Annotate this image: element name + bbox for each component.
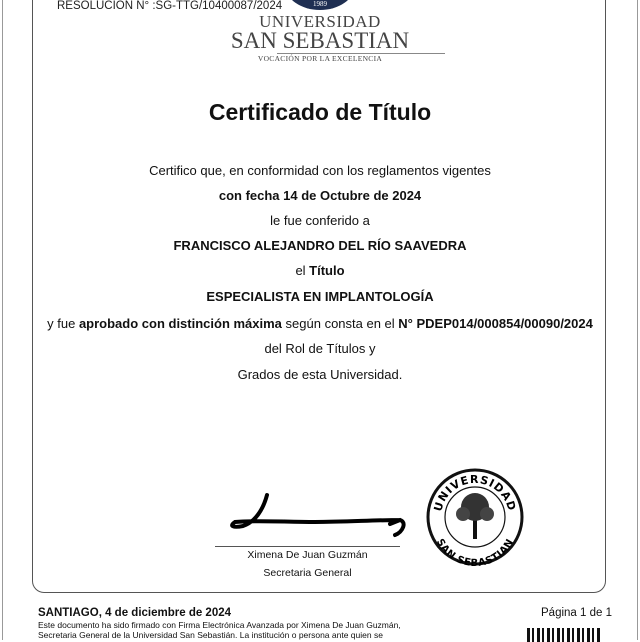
seal-text-bottom: SAN SEBASTIAN — [433, 537, 517, 570]
cert-line-1: Certifico que, en conformidad con los reglamentos vigentes — [149, 163, 491, 178]
text-bold: Título — [309, 263, 345, 278]
cert-line-3: le fue conferido a — [270, 213, 370, 228]
registry-number: N° PDEP014/000854/00090/2024 — [398, 316, 593, 331]
cert-date: con fecha 14 de Octubre de 2024 — [218, 188, 422, 203]
page-number: Página 1 de 1 — [541, 607, 612, 619]
degree-name: ESPECIALISTA EN IMPLANTOLOGÍA — [206, 289, 434, 304]
distinction: aprobado con distinción máxima — [78, 316, 282, 331]
svg-text:SAN SEBASTIAN — [434, 537, 516, 569]
logo-line2: SAN SEBASTIAN — [230, 28, 410, 53]
cert-line-7 — [0, 316, 640, 331]
electronic-signature-note: Este documento ha sido firmado con Firma Electrónica Avanzada por Ximena De Juan Guzmán, Secretaria General de la Universidad San Sebastián. La institución o persona ante quien se — [38, 620, 401, 640]
place-date: SANTIAGO, 4 de diciembre de 2024 — [38, 607, 232, 619]
signature-line — [215, 546, 400, 547]
text: el — [295, 263, 310, 278]
text: según consta en el — [281, 316, 399, 331]
logo-year: 1989 — [313, 0, 327, 8]
handwritten-signature — [225, 490, 425, 545]
university-seal-stamp — [425, 462, 525, 572]
cert-line-9: Grados de esta Universidad. — [237, 367, 403, 382]
resolution-number: RESOLUCIÓN N° :SG-TTG/10400087/2024 — [57, 0, 283, 12]
university-logo — [200, 0, 440, 64]
cert-line-8: del Rol de Títulos y — [264, 341, 376, 356]
logo-tagline: VOCACIÓN POR LA EXCELENCIA — [257, 54, 383, 63]
certificate-title: Certificado de Título — [208, 99, 432, 125]
text: y fue — [47, 316, 79, 331]
signer-role: Secretaria General — [263, 567, 352, 579]
cert-line-5 — [0, 263, 640, 278]
signer-name: Ximena De Juan Guzmán — [247, 549, 368, 561]
seal-text-top: UNIVERSIDAD — [431, 472, 519, 513]
graduate-name: FRANCISCO ALEJANDRO DEL RÍO SAAVEDRA — [173, 238, 467, 253]
logo-line1: UNIVERSIDAD — [259, 12, 381, 31]
